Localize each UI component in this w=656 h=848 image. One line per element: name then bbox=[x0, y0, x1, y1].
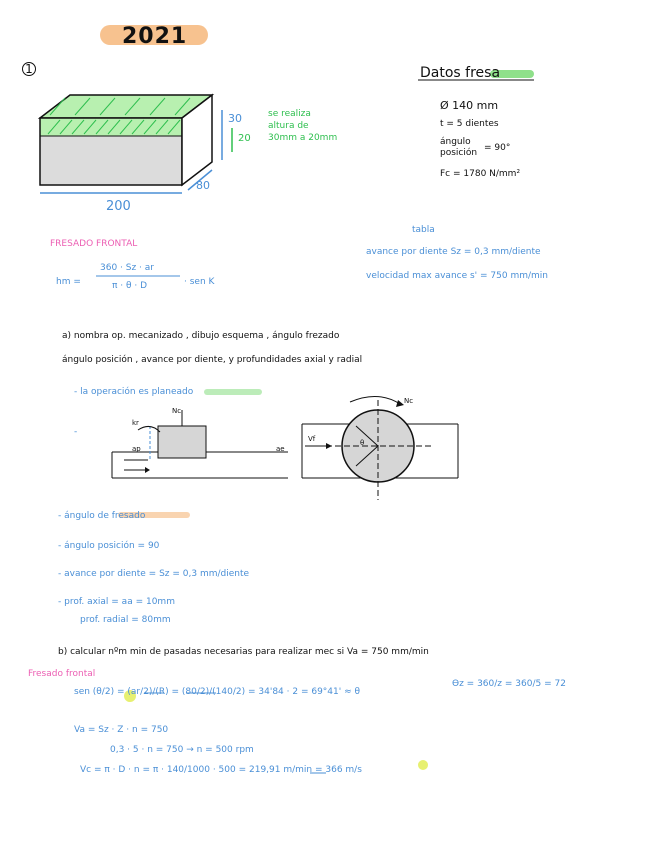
fresa-fc: Fc = 1780 N/mm² bbox=[440, 169, 521, 179]
datos-fresa-title: Datos fresa bbox=[420, 65, 501, 81]
block-note-3: 30mm a 20mm bbox=[268, 133, 338, 143]
question-a-line1: a) nombra op. mecanizado , dibujo esquema , ángulo frezado bbox=[62, 331, 340, 341]
equation-vc: Vc = π · D · n = π · 140/1000 · 500 = 219,91 m/min = 366 m/s bbox=[80, 765, 362, 775]
hm-numerator: 360 · Sz · ar bbox=[100, 263, 154, 273]
answer-operation: - la operación es planeado bbox=[74, 387, 194, 397]
year-heading: 2021 bbox=[122, 24, 188, 49]
fresa-angle-label-1: ángulo bbox=[440, 137, 471, 147]
fresa-diameter: Ø 140 mm bbox=[440, 99, 499, 112]
answer-angulo-fresado: - ángulo de fresado bbox=[58, 511, 146, 521]
block-note-1: se realiza bbox=[268, 109, 311, 119]
label-nc-side: Nc bbox=[172, 407, 182, 415]
planeado-highlight bbox=[204, 389, 262, 395]
block-note-2: altura de bbox=[268, 121, 309, 131]
equation-theta-z: Ɵz = 360/z = 360/5 = 72 bbox=[452, 679, 566, 689]
equation-sen: sen (θ/2) = (ar/2)/(R) = (80/2)/(140/2) = 34'84 · 2 = 69°41' ≈ θ bbox=[74, 687, 360, 697]
question-a-line2: ángulo posición , avance por diente, y profundidades axial y radial bbox=[62, 355, 363, 365]
question-b-line1: b) calcular nºm min de pasadas necesarias para realizar mec si Va = 750 mm/min bbox=[58, 647, 429, 657]
hm-denominator: π · θ · D bbox=[112, 281, 148, 291]
tool-data-title: tabla bbox=[412, 225, 435, 235]
dim-length: 200 bbox=[106, 199, 131, 214]
label-theta: θ bbox=[360, 439, 365, 447]
avance-diente: avance por diente Sz = 0,3 mm/diente bbox=[366, 247, 541, 257]
equation-va: Va = Sz · Z · n = 750 bbox=[74, 725, 169, 735]
label-ae: ae bbox=[276, 445, 285, 453]
dim-height: 30 bbox=[228, 112, 242, 125]
equation-n: 0,3 · 5 · n = 750 → n = 500 rpm bbox=[110, 745, 254, 755]
units-highlight bbox=[418, 760, 428, 770]
hm-tail: · sen K bbox=[184, 277, 215, 287]
hm-label: hm = bbox=[56, 277, 81, 287]
answer-prof-radial: prof. radial = 80mm bbox=[80, 615, 171, 625]
label-vf: Vf bbox=[308, 435, 316, 443]
fresa-angle-label-2: posición bbox=[440, 148, 478, 158]
top-view-diagram bbox=[302, 396, 458, 500]
problem-number: 1 bbox=[22, 62, 36, 76]
question-b-title: Fresado frontal bbox=[28, 669, 96, 679]
fresado-frontal-title: FRESADO FRONTAL bbox=[50, 239, 138, 249]
label-nc-top: Nc bbox=[404, 397, 414, 405]
answer-avance: - avance por diente = Sz = 0,3 mm/diente bbox=[58, 569, 250, 579]
dim-final-height: 20 bbox=[238, 133, 251, 144]
answer-angulo-posicion: - ángulo posición = 90 bbox=[58, 541, 160, 551]
answer-dash: - bbox=[74, 427, 78, 437]
fresa-angle-value: = 90° bbox=[484, 143, 511, 153]
label-ap: ap bbox=[132, 445, 141, 453]
answer-prof-axial: - prof. axial = aa = 10mm bbox=[58, 597, 175, 607]
label-kr: kr bbox=[132, 419, 139, 427]
dim-width: 80 bbox=[196, 179, 210, 192]
velocidad-avance: velocidad max avance s' = 750 mm/min bbox=[366, 271, 548, 281]
fresa-teeth: t = 5 dientes bbox=[440, 119, 499, 129]
